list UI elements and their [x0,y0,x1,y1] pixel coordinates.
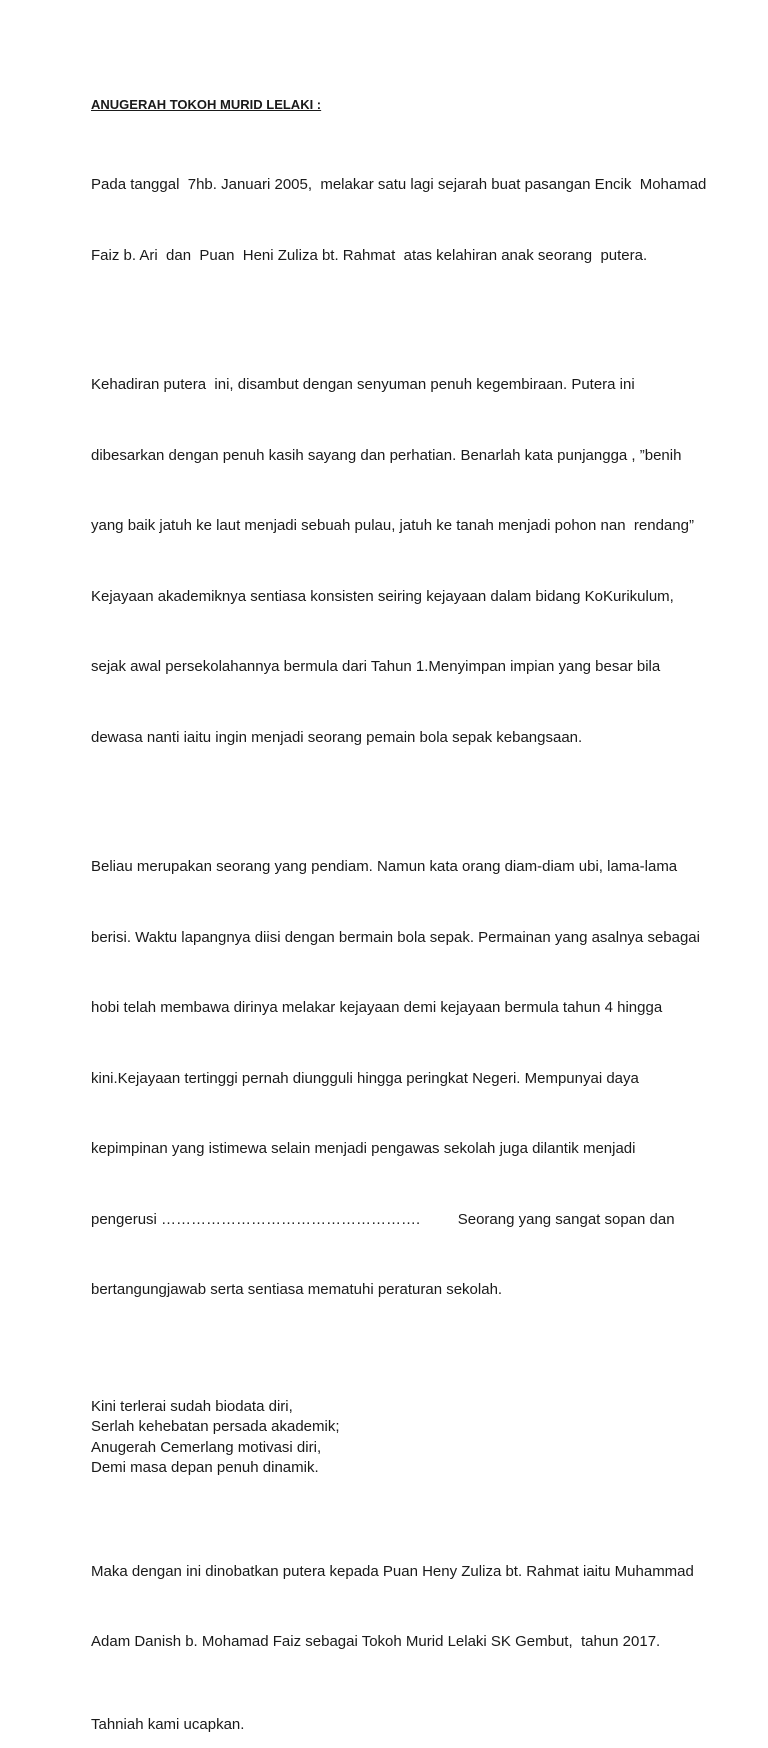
paragraph-line: Pada tanggal 7hb. Januari 2005, melakar satu lagi sejarah buat pasangan Encik Mohamad [91,176,707,193]
poem-line: Anugerah Cemerlang motivasi diri, [91,1438,322,1456]
paragraph-line: yang baik jatuh ke laut menjadi sebuah pulau, jatuh ke tanah menjadi pohon nan rendang” [91,517,694,534]
paragraph-line: sejak awal persekolahannya bermula dari Tahun 1.Menyimpan impian yang besar bila [91,658,661,675]
paragraph-line: Kehadiran putera ini, disambut dengan senyuman penuh kegembiraan. Putera ini [91,376,635,393]
paragraph-line: dibesarkan dengan penuh kasih sayang dan perhatian. Benarlah kata punjangga , ”benih [91,446,682,464]
paragraph-line: hobi telah membawa dirinya melakar kejayaan demi kejayaan bermula tahun 4 hingga [91,999,663,1016]
document-title: ANUGERAH TOKOH MURID LELAKI : [91,97,322,112]
poem-line: Serlah kehebatan persada akademik; [91,1418,340,1435]
closing-line: Tahniah kami ucapkan. [91,1715,245,1733]
poem-verse [91,1397,691,1479]
paragraph-line: berisi. Waktu lapangnya diisi dengan bermain bola sepak. Permainan yang asalnya sebagai [91,928,700,946]
paragraph-line: bertangungjawab serta sentiasa mematuhi peraturan sekolah. [91,1281,503,1298]
paragraph-line: Maka dengan ini dinobatkan putera kepada Puan Heny Zuliza bt. Rahmat iaitu Muhammad [91,1562,694,1580]
document-content [91,96,707,1748]
paragraph-line: kini.Kejayaan tertinggi pernah diungguli hingga peringkat Negeri. Mempunyai daya [91,1069,639,1087]
paragraph-award [91,1513,694,1701]
paragraph-line: Adam Danish b. Mohamad Faiz sebagai Tokoh Murid Lelaki SK Gembut, tahun 2017. [91,1633,661,1650]
paragraph-line: dewasa nanti iaitu ingin menjadi seorang pemain bola sepak kebangsaan. [91,728,583,746]
paragraph-line: kepimpinan yang istimewa selain menjadi pengawas sekolah juga dilantik menjadi [91,1140,636,1157]
paragraph-character [91,808,700,1349]
paragraph-line: Faiz b. Ari dan Puan Heni Zuliza bt. Rahmat atas kelahiran anak seorang putera. [91,246,648,264]
paragraph-line: pengerusi ……………………………………………. Seorang yang sangat sopan dan [91,1210,675,1228]
paragraph-birth [91,126,707,314]
paragraph-line: Kejayaan akademiknya sentiasa konsisten seiring kejayaan dalam bidang KoKurikulum, [91,587,674,605]
poem-line: Kini terlerai sudah biodata diri, [91,1397,293,1415]
paragraph-upbringing [91,326,694,796]
paragraph-line: Beliau merupakan seorang yang pendiam. Namun kata orang diam-diam ubi, lama-lama [91,858,678,875]
poem-line: Demi masa depan penuh dinamik. [91,1459,319,1476]
